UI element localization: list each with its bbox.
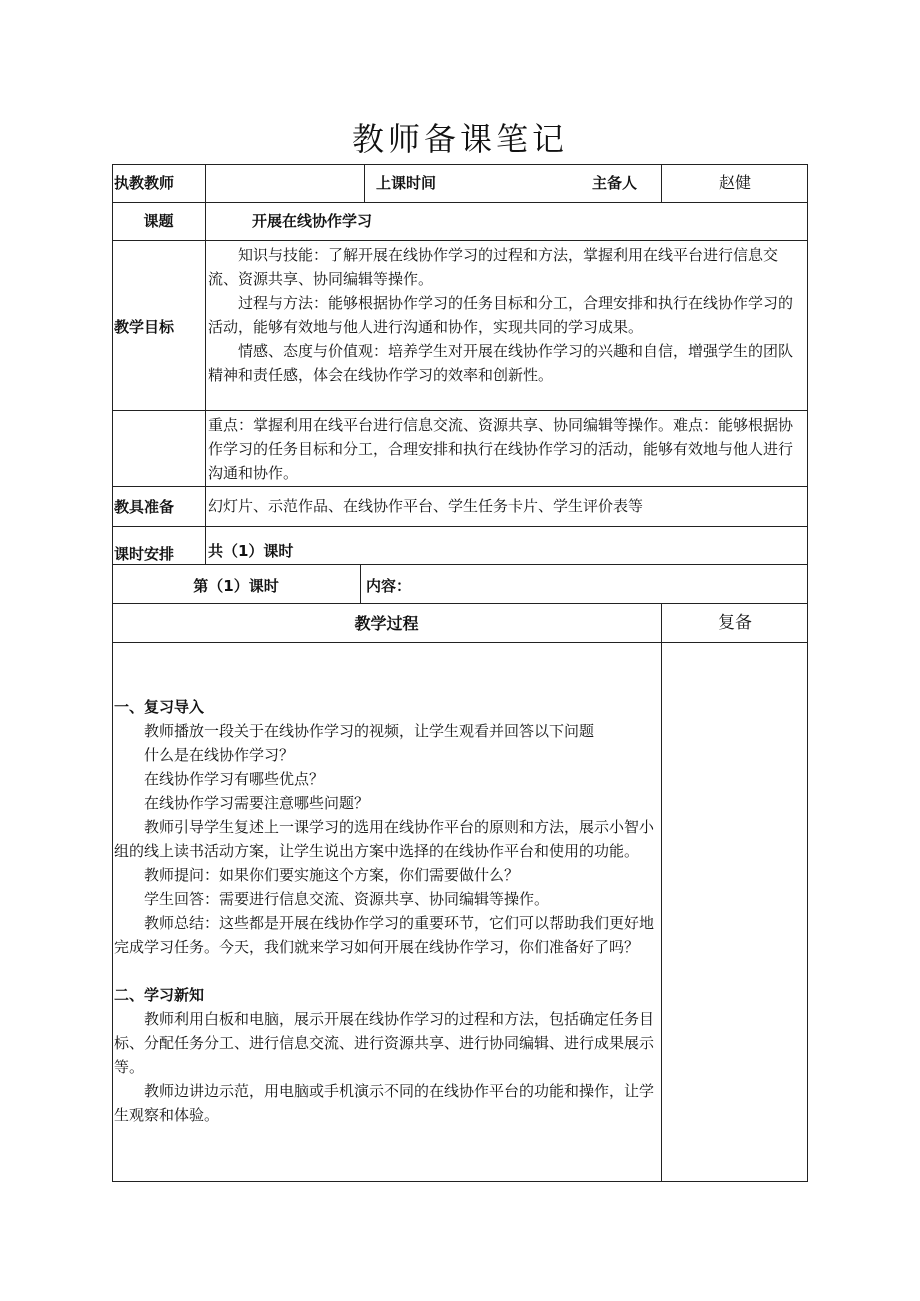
period-label: 第（1）课时	[193, 577, 279, 595]
schedule-label: 课时安排	[114, 545, 175, 563]
topic-value: 开展在线协作学习	[252, 212, 373, 230]
process-content	[114, 695, 659, 1127]
row-divider	[112, 202, 808, 203]
preparer-value: 赵健	[718, 173, 751, 192]
list-item: 教师总结：这些都是开展在线协作学习的重要环节，它们可以帮助我们更好地完成学习任务。今天，我们就来学习如何开展在线协作学习，你们准备好了吗？	[114, 914, 655, 956]
objectives-label: 教学目标	[114, 318, 175, 336]
section-review-title: 一、复习导入	[114, 698, 205, 716]
preparer-label: 主备人	[592, 174, 638, 192]
row-divider	[112, 486, 808, 487]
materials-value: 幻灯片、示范作品、在线协作平台、学生任务卡片、学生评价表等	[208, 497, 644, 515]
topic-label: 课题	[143, 212, 174, 230]
col-divider	[364, 164, 365, 202]
row-divider	[112, 240, 808, 241]
list-item: 教师提问：如果你们要实施这个方案，你们需要做什么？	[144, 866, 520, 884]
objective-attitude: 情感、态度与价值观：培养学生对开展在线协作学习的兴趣和自信，增强学生的团队精神和责任感，体会在线协作学习的效率和创新性。	[208, 342, 794, 384]
time-label: 上课时间	[376, 174, 437, 192]
section-new-title: 二、学习新知	[114, 986, 205, 1004]
row-divider	[112, 564, 808, 565]
col-divider	[205, 164, 206, 564]
col-divider	[661, 603, 662, 1182]
col-divider	[360, 564, 361, 603]
row-divider	[112, 410, 808, 411]
review-header: 复备	[718, 613, 752, 633]
list-item: 教师引导学生复述上一课学习的选用在线协作平台的原则和方法，展示小智小组的线上读书活动方案，让学生说出方案中选择的在线协作平台和使用的功能。	[114, 818, 655, 860]
process-header: 教学过程	[354, 614, 419, 633]
objective-knowledge: 知识与技能：了解开展在线协作学习的过程和方法，掌握利用在线平台进行信息交流、资源共享、协同编辑等操作。	[208, 246, 779, 288]
key-points-text: 重点：掌握利用在线平台进行信息交流、资源共享、协同编辑等操作。难点：能够根据协作学习的任务目标和分工，合理安排和执行在线协作学习的活动，能够有效地与他人进行沟通和协作。	[208, 416, 794, 482]
list-item: 学生回答：需要进行信息交流、资源共享、协同编辑等操作。	[144, 890, 550, 908]
page-title: 教师备课笔记	[351, 120, 568, 158]
row-divider	[112, 526, 808, 527]
list-item: 什么是在线协作学习？	[144, 746, 295, 764]
materials-label: 教具准备	[114, 498, 175, 516]
objective-process: 过程与方法：能够根据协作学习的任务目标和分工，合理安排和执行在线协作学习的活动，能够有效地与他人进行沟通和协作，实现共同的学习成果。	[208, 294, 794, 336]
objectives-content	[208, 243, 806, 387]
list-item: 教师边讲边示范，用电脑或手机演示不同的在线协作平台的功能和操作，让学生观察和体验。	[114, 1082, 655, 1124]
list-item: 教师利用白板和电脑，展示开展在线协作学习的过程和方法，包括确定任务目标、分配任务分工、进行信息交流、进行资源共享、进行协同编辑、进行成果展示等。	[114, 1010, 655, 1076]
list-item: 教师播放一段关于在线协作学习的视频，让学生观看并回答以下问题	[144, 722, 595, 740]
row-divider	[112, 642, 808, 643]
row-divider	[112, 603, 808, 604]
teacher-label: 执教教师	[114, 174, 175, 192]
schedule-value: 共（1）课时	[208, 542, 294, 560]
list-item: 在线协作学习有哪些优点？	[144, 770, 325, 788]
list-item: 在线协作学习需要注意哪些问题？	[144, 794, 370, 812]
content-label: 内容：	[366, 577, 412, 595]
